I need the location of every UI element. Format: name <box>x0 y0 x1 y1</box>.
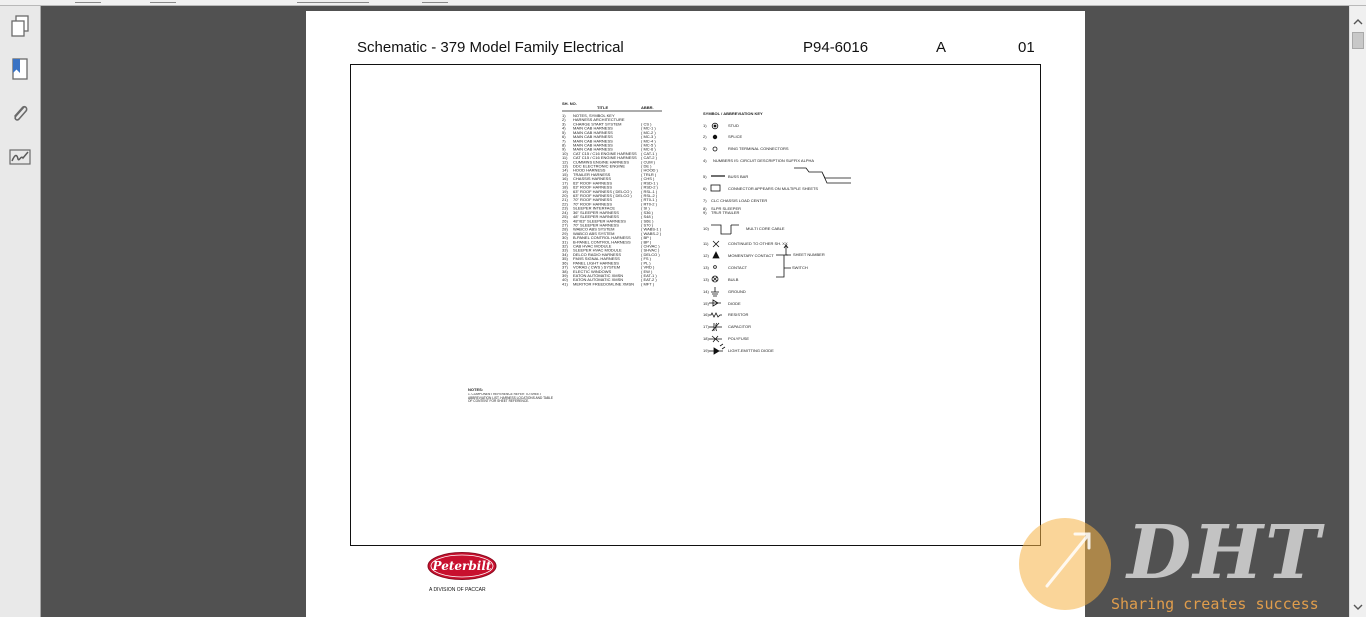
bookmarks-button[interactable] <box>6 56 34 84</box>
sheet-number-callout: SHEET NUMBER <box>793 252 825 257</box>
index-col-abbr: ABBR. <box>641 105 654 110</box>
index-abbr: ( EAT-1 ) <box>641 272 657 278</box>
bookmark-icon <box>9 57 31 83</box>
symbol-key-label: MOMENTARY CONTACT <box>728 253 774 258</box>
momentary-contact-icon <box>713 252 719 258</box>
index-abbr: ( RSD-2 ) <box>641 184 658 190</box>
index-sheet-no: 18) <box>562 184 568 190</box>
index-sheet-no: 10) <box>562 150 568 156</box>
splice-symbol-icon <box>713 135 717 139</box>
index-abbr: ( CS ) <box>641 121 652 127</box>
index-abbr: ( CUM ) <box>641 159 655 165</box>
index-sheet-no: 15) <box>562 171 568 177</box>
index-title: 48" SLEEPER HARNESS <box>573 214 619 220</box>
index-title: DDC ELECTRONIC ENGINE <box>573 163 626 169</box>
index-sheet-no: 35) <box>562 256 568 262</box>
index-title: CHASSIS HARNESS <box>573 176 612 182</box>
index-abbr: ( CAT-2 ) <box>641 155 657 161</box>
switch-callout: SWITCH <box>792 265 808 270</box>
index-title: CAT C15 / C16 ENGINE HARNESS <box>573 150 637 156</box>
index-abbr: ( EW ) <box>641 268 653 274</box>
index-title: 63" ROOF HARNESS ( DELCO ) <box>573 192 632 198</box>
index-title: VORAD ( CWS ) SYSTEM <box>573 264 621 270</box>
index-title: NOTES, SYMBOL KEY <box>573 113 615 118</box>
peterbilt-logo <box>427 551 499 595</box>
pdf-page <box>306 11 1085 617</box>
index-title: WABCO ABS SYSTEM <box>573 226 615 232</box>
ground-symbol-icon <box>711 287 719 296</box>
index-title: MAIN CAB HARNESS <box>573 125 613 131</box>
symbol-key-number: 14) <box>703 289 709 294</box>
symbol-key-label: RESISTOR <box>728 312 749 317</box>
index-abbr: ( CHVAC ) <box>641 243 660 249</box>
index-sheet-no: 34) <box>562 251 568 257</box>
index-abbr: ( RSL-1 ) <box>641 188 658 194</box>
pages-icon <box>9 15 31 39</box>
index-abbr: ( MC-5 ) <box>641 142 656 148</box>
document-title: Schematic - 379 Model Family Electrical <box>357 39 624 56</box>
continued-arrow-icon <box>784 245 788 255</box>
index-abbr: ( RT0-2 ) <box>641 201 657 207</box>
index-abbr: ( FS ) <box>641 256 651 262</box>
scroll-up-button[interactable] <box>1350 15 1366 29</box>
symbol-key-number: 11) <box>703 241 709 246</box>
logo-brand-text: Peterbilt <box>432 559 492 573</box>
schematic-drawing <box>351 65 1040 545</box>
symbol-key-label: NUMBERS IS: CIRCUIT DESCRIPTION SUFFIX ALPHA <box>713 158 815 163</box>
index-title: EATON AUTOMATIC XMSN <box>573 272 624 278</box>
symbol-key-label: SPLICE <box>728 134 743 139</box>
index-abbr: ( WABS-1 ) <box>641 226 662 232</box>
symbol-key-label: CONNECTOR APPEARS ON MULTIPLE SHEETS <box>728 186 819 191</box>
symbol-key-number: 16) <box>703 312 709 317</box>
index-abbr: ( PL ) <box>641 260 651 266</box>
index-sheet-no: 6) <box>562 134 566 140</box>
resistor-symbol-icon <box>709 313 722 317</box>
symbol-key-label: SLPR SLEEPER <box>711 206 742 211</box>
symbol-key-label: POLYFUSE <box>728 336 750 341</box>
index-sheet-no: 5) <box>562 129 566 135</box>
index-abbr: ( RSL-2 ) <box>641 192 658 198</box>
index-title: MAIN CAB HARNESS <box>573 146 613 152</box>
index-abbr: ( MC-3 ) <box>641 134 656 140</box>
index-abbr: ( MC-1 ) <box>641 125 656 131</box>
index-abbr: ( EAT-2 ) <box>641 277 657 283</box>
multi-core-cable-icon <box>711 225 739 234</box>
index-sheet-no: 39) <box>562 272 568 278</box>
index-title: 70" SLEEPER HARNESS <box>573 222 619 228</box>
symbol-key-label: GROUND <box>728 289 746 294</box>
index-sheet-no: 2) <box>562 117 566 123</box>
index-title: CHARGE START SYSTEM <box>573 121 622 127</box>
index-title: DELCO RADIO HARNESS <box>573 251 622 257</box>
index-sheet-no: 13) <box>562 163 568 169</box>
index-sheet-no: 40) <box>562 277 568 283</box>
index-title: MAIN CAB HARNESS <box>573 138 613 144</box>
index-title: MAIN CAB HARNESS <box>573 134 613 140</box>
index-abbr: ( S6E ) <box>641 218 654 224</box>
index-title: WABCO ABS SYSTEM <box>573 230 615 236</box>
symbol-key-number: 9) <box>703 210 707 215</box>
index-title: 70" ROOF HARNESS <box>573 197 612 203</box>
index-sheet-no: 14) <box>562 167 568 173</box>
index-sheet-no: 28) <box>562 226 568 232</box>
index-title: EATON AUTOMATIC XMSN <box>573 277 624 283</box>
index-abbr: ( SI ) <box>641 205 650 211</box>
symbol-key-number: 8) <box>703 206 707 211</box>
index-abbr: ( S36 ) <box>641 209 654 215</box>
index-title: CAB HVAC MODULE <box>573 243 612 249</box>
scroll-thumb[interactable] <box>1352 32 1364 49</box>
polyfuse-symbol-icon <box>709 336 722 342</box>
continued-cross-icon <box>713 241 719 247</box>
symbol-key-label: CONTACT <box>728 265 748 270</box>
index-title: SLEEPER HVAC MODULE <box>573 247 622 253</box>
index-sheet-no: 17) <box>562 180 568 186</box>
document-viewer[interactable] <box>41 6 1349 617</box>
multi-sheet-connector-icon <box>711 185 720 191</box>
symbol-key-label: CAPACITOR <box>728 324 751 329</box>
index-sheet-no: 30) <box>562 235 568 241</box>
index-abbr: ( MFT ) <box>641 281 655 287</box>
index-col-title: TITLE <box>597 105 609 110</box>
symbol-key-number: 5) <box>703 174 707 179</box>
index-title: FM/IS SIGNAL HARNESS <box>573 256 620 262</box>
index-title: MAIN CAB HARNESS <box>573 142 613 148</box>
index-title: HARNESS ARCHITECTURE <box>573 117 625 123</box>
index-abbr: ( RSD-1 ) <box>641 180 658 186</box>
index-abbr: ( RT0-1 ) <box>641 197 657 203</box>
symbol-key-label: RING TERMINAL CONNECTORS <box>728 146 789 151</box>
symbol-key-number: 2) <box>703 134 707 139</box>
ring-terminal-symbol-icon <box>713 147 717 151</box>
index-title: MAIN CAB HARNESS <box>573 129 613 135</box>
chevron-up-icon <box>1353 18 1363 26</box>
index-sheet-no: 38) <box>562 268 568 274</box>
scroll-down-button[interactable] <box>1350 600 1366 614</box>
signatures-button[interactable] <box>6 143 34 171</box>
index-abbr: ( TRLR ) <box>641 171 657 177</box>
index-sheet-no: 4) <box>562 125 566 131</box>
index-sheet-no: 1) <box>562 113 566 118</box>
symbol-key-title: SYMBOL / ABBREVIATION KEY <box>703 111 763 116</box>
attachments-button[interactable] <box>6 100 34 128</box>
symbol-key-label: BULB <box>728 277 739 282</box>
index-title: B-PANEL CONTROL HARNESS <box>573 239 631 245</box>
contact-symbol-icon <box>714 266 717 269</box>
index-abbr: ( CHS ) <box>641 176 655 182</box>
index-sheet-no: 25) <box>562 214 568 220</box>
index-sheet-no: 31) <box>562 239 568 245</box>
symbol-key-number: 7) <box>703 198 707 203</box>
index-title: B-PANEL CONTROL HARNESS <box>573 235 631 241</box>
symbol-key-number: 18) <box>703 336 709 341</box>
symbol-key-number: 13) <box>703 265 709 270</box>
symbol-key-number: 19) <box>703 348 709 353</box>
diode-symbol-icon <box>709 300 721 306</box>
index-title: PANEL LIGHT HARNESS <box>573 260 619 266</box>
index-sheet-no: 7) <box>562 138 566 144</box>
index-sheet-no: 24) <box>562 209 568 215</box>
notes-text: 1. COMPONENT REFERENCE REFER TO SHEET ABBREVIATION LIST. HARNESS LOCATIONS AND TABLE OF CONTENT FOR SHEET REFERENCE. <box>468 393 553 404</box>
index-title: MERITOR FREEDOMLINE XMSN <box>573 281 635 287</box>
index-sheet-no: 9) <box>562 146 566 152</box>
index-title: SLEEPER INTERFACE <box>573 205 616 211</box>
symbol-key-number: 12) <box>703 253 709 258</box>
index-sheet-no: 21) <box>562 197 568 203</box>
navigation-pane <box>0 6 41 617</box>
index-abbr: ( BP ) <box>641 235 652 241</box>
symbol-key-number: 3) <box>703 146 707 151</box>
chevron-down-icon <box>1353 603 1363 611</box>
index-sheet-no: 8) <box>562 142 566 148</box>
symbol-key-number: 15) <box>703 301 709 306</box>
watermark-tagline: Sharing creates success <box>1111 595 1319 613</box>
index-sheet-no: 22) <box>562 201 568 207</box>
led-symbol-icon <box>709 344 725 354</box>
revision-letter: A <box>936 39 947 56</box>
symbol-key-label: STUD <box>728 123 739 128</box>
document-number: P94-6016 <box>803 39 869 56</box>
index-sheet-no: 19) <box>562 188 568 194</box>
symbol-key-label: BUSS BAR <box>728 174 749 179</box>
symbol-key-label: CLC CHASSIS LOAD CENTER <box>711 198 768 203</box>
index-title: CAT C15 / C16 ENGINE HARNESS <box>573 155 637 161</box>
index-sheet-no: 26) <box>562 218 568 224</box>
index-title: 63" ROOF HARNESS ( DELCO ) <box>573 188 632 194</box>
index-sheet-no: 23) <box>562 205 568 211</box>
sheet-index-table <box>562 101 662 286</box>
index-sheet-no: 20) <box>562 192 568 198</box>
index-sheet-no: 33) <box>562 247 568 253</box>
index-sheet-no: 32) <box>562 243 568 249</box>
index-title: 63" ROOF HARNESS <box>573 180 612 186</box>
index-abbr: ( BP ) <box>641 239 652 245</box>
index-sheet-no: 41) <box>562 281 568 287</box>
vertical-scrollbar[interactable] <box>1349 6 1366 617</box>
index-abbr: ( MC-4 ) <box>641 138 656 144</box>
index-sheet-no: 3) <box>562 121 566 127</box>
index-abbr: ( WABS-2 ) <box>641 230 662 236</box>
symbol-key-number: 1) <box>703 123 707 128</box>
index-abbr: ( S70 ) <box>641 222 654 228</box>
index-title: TRAILER HARNESS <box>573 171 611 177</box>
symbol-key-label: CONTINUED TO OTHER SH. XX <box>728 241 788 246</box>
index-abbr: ( MC-6 ) <box>641 146 656 152</box>
capacitor-symbol-icon <box>709 323 722 331</box>
pages-button[interactable] <box>6 13 34 41</box>
index-title: ELECTIC WINDOWS <box>573 268 612 274</box>
index-title: 70" ROOF HARNESS <box>573 201 612 207</box>
circuit-description-lines <box>794 168 851 183</box>
index-sheet-no: 37) <box>562 264 568 270</box>
symbol-key-number: 4) <box>703 158 707 163</box>
symbol-key-number: 13) <box>703 277 709 282</box>
index-sheet-no: 12) <box>562 159 568 165</box>
index-abbr: ( HOOD ) <box>641 167 658 173</box>
index-abbr: ( CAT-1 ) <box>641 150 657 156</box>
drawing-frame <box>350 64 1041 546</box>
symbol-key-number: 17) <box>703 324 709 329</box>
index-abbr: ( S48 ) <box>641 214 654 220</box>
index-title: 63" ROOF HARNESS <box>573 184 612 190</box>
index-title: HOOD HARNESS <box>573 167 606 173</box>
signature-icon <box>8 146 32 168</box>
notes-title: NOTES: <box>468 387 484 392</box>
symbol-key-number: 10) <box>703 226 709 231</box>
logo-tagline: A DIVISION OF PACCAR <box>429 587 486 593</box>
index-abbr: ( DELCO ) <box>641 251 660 257</box>
sheet-number: 01 <box>1018 39 1035 56</box>
index-sheet-no: 16) <box>562 176 568 182</box>
symbol-key-list <box>703 123 818 353</box>
symbol-key-number: 6) <box>703 186 707 191</box>
symbol-key-label: DIODE <box>728 301 741 306</box>
index-col-sh: SH. NO. <box>562 101 577 106</box>
index-title: 36" SLEEPER HARNESS <box>573 209 619 215</box>
index-title: CUMMINS ENGINE HARNESS <box>573 159 630 165</box>
index-title: 48"/63" SLEEPER HARNESS <box>573 218 626 224</box>
paperclip-icon <box>9 102 31 126</box>
index-abbr: ( MC-2 ) <box>641 129 656 135</box>
index-sheet-no: 11) <box>562 155 568 161</box>
index-abbr: ( VRD ) <box>641 264 655 270</box>
symbol-key-label: TRLR TRAILER <box>711 210 740 215</box>
symbol-key-label: MULTI CORE CABLE <box>746 226 785 231</box>
index-abbr: ( DE ) <box>641 163 652 169</box>
index-sheet-no: 36) <box>562 260 568 266</box>
index-sheet-no: 29) <box>562 230 568 236</box>
watermark-logo-text: DHT <box>1127 510 1323 596</box>
index-abbr: ( SHVAC ) <box>641 247 660 253</box>
index-sheet-no: 27) <box>562 222 568 228</box>
symbol-key-label: LIGHT-EMITTING DIODE <box>728 348 774 353</box>
